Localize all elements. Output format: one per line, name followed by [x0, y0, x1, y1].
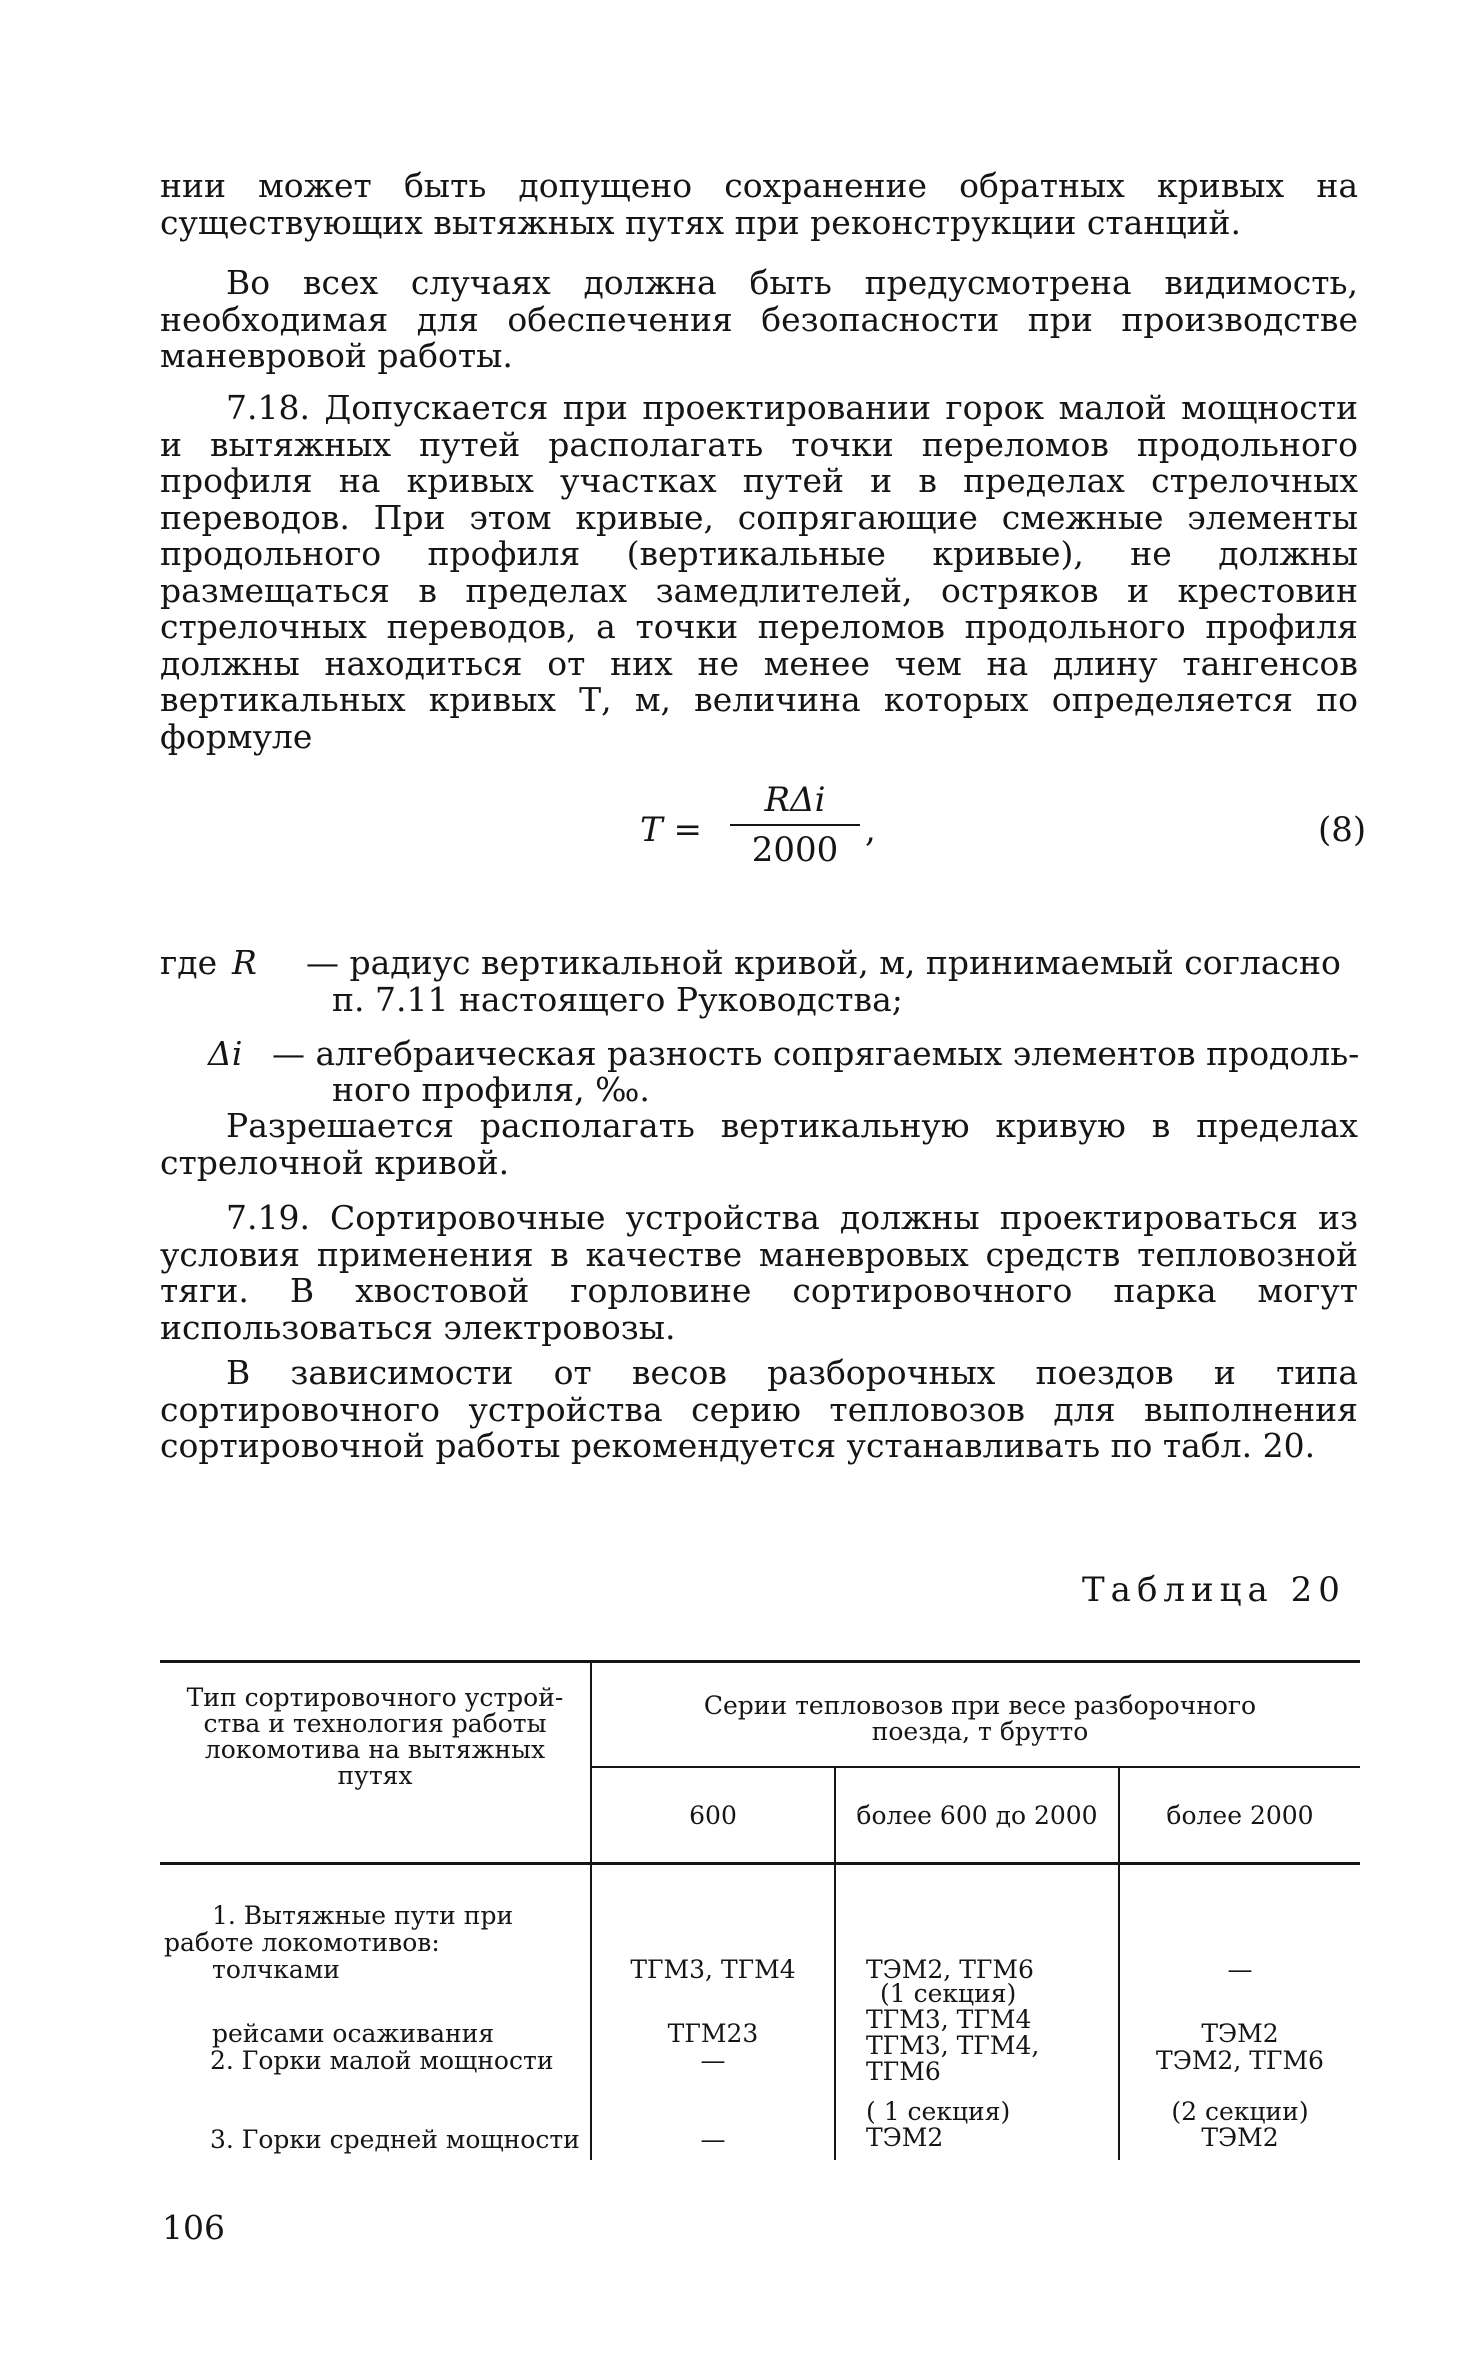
formula-comma: ,	[865, 810, 876, 850]
paragraph-allowed: Разрешается располагать вертикальную кривую в пределах стрелочной кривой.	[160, 1106, 1358, 1182]
row-label-settling: рейсами осаживания	[212, 2019, 495, 2048]
cell-mid-line7: ТЭМ2	[866, 2123, 944, 2152]
formula-lhs: T =	[640, 810, 702, 850]
cell-mid-line6: ( 1 секция)	[866, 2097, 1011, 2126]
cell-600-low-hump: —	[700, 2046, 726, 2075]
page-number: 106	[162, 2208, 225, 2247]
cell-over2000-medium-hump: ТЭМ2	[1201, 2123, 1279, 2152]
header-over-2000: более 2000	[1166, 1801, 1314, 1830]
row-label-1a: 1. Вытяжные пути при	[212, 1901, 514, 1930]
fraction-bar	[730, 824, 860, 826]
where-def-di: — алгебраическая разность сопрягаемых элементов продоль-	[272, 1034, 1360, 1073]
where-symbol-r: R	[232, 943, 257, 982]
paragraph-continuation: нии может быть допущено сохранение обратных кривых на существующих вытяжных путях при реконструкции станций.	[160, 166, 1358, 242]
header-600: 600	[689, 1801, 737, 1830]
header-type-line2: ства и технология работы	[203, 1709, 547, 1738]
cell-600-medium-hump: —	[700, 2125, 726, 2154]
where-lead: где	[160, 943, 218, 982]
paragraph-7-19: 7.19. Сортировочные устройства должны проектироваться из условия применения в качестве маневровых средств тепловозной тяги. В хвостовой горловине сортировочного парка могут использоваться электровозы.	[160, 1198, 1358, 1347]
cell-600-settling: ТГМ23	[667, 2019, 759, 2048]
header-type-line3: локомотива на вытяжных	[204, 1735, 546, 1764]
cell-mid-line1: ТЭМ2, ТГМ6	[866, 1955, 1034, 1984]
equation-number: (8)	[1318, 810, 1367, 850]
cell-over2000-sections: (2 секции)	[1171, 2097, 1309, 2126]
paragraph-depending: В зависимости от весов разборочных поездов и типа сортировочного устройства серию тепловозов для выполнения сортировочной работы рекомендуется устанавливать по табл. 20.	[160, 1353, 1358, 1465]
table-caption: Таблица 20	[1082, 1570, 1346, 1610]
paragraph-7-18: 7.18. Допускается при проектировании горок малой мощности и вытяжных путей располагать точки переломов продольного профиля на кривых участках путей и в пределах стрелочных переводов. При этом кривые, сопрягающие смежные элементы продольного профиля (вертикальные кривые), не должны размещаться в пределах замедлителей, остряков и крестовин стрелочных переводов, а точки переломов продольного профиля должны находиться от них не менее чем на длину тангенсов вертикальных кривых Т, м, величина которых определяется по формуле	[160, 388, 1358, 756]
cell-600-jolts: ТГМ3, ТГМ4	[630, 1955, 796, 1984]
header-group-line2: поезда, т брутто	[871, 1717, 1089, 1746]
cell-mid-line2: (1 секция)	[880, 1979, 1017, 2008]
header-type-line4: путях	[337, 1761, 413, 1790]
formula-fraction	[730, 780, 860, 870]
table-header-rule	[160, 1862, 1360, 1865]
formula-numerator: RΔi	[764, 780, 826, 820]
where-def-di-cont: ного профиля, ‰.	[332, 1070, 650, 1109]
paragraph-visibility: Во всех случаях должна быть предусмотрена видимость, необходимая для обеспечения безопасности при производстве маневровой работы.	[160, 263, 1358, 375]
row-label-jolts: толчками	[212, 1955, 340, 1984]
where-symbol-di: Δi	[208, 1034, 243, 1073]
row-label-low-hump: 2. Горки малой мощности	[210, 2046, 554, 2075]
locomotive-table	[160, 1660, 1360, 2160]
cell-mid-line3: ТГМ3, ТГМ4	[866, 2005, 1032, 2034]
header-600-2000: более 600 до 2000	[856, 1801, 1098, 1830]
where-def-r: — радиус вертикальной кривой, м, принимаемый согласно	[306, 943, 1341, 982]
cell-mid-line4: ТГМ3, ТГМ4,	[866, 2031, 1040, 2060]
cell-over2000-jolts: —	[1227, 1955, 1253, 1984]
row-label-medium-hump: 3. Горки средней мощности	[210, 2125, 580, 2154]
formula-denominator: 2000	[751, 830, 839, 870]
cell-over2000-low-hump: ТЭМ2, ТГМ6	[1156, 2046, 1324, 2075]
header-group-line1: Серии тепловозов при весе разборочного	[703, 1691, 1257, 1720]
table-top-rule	[160, 1660, 1360, 1663]
table-group-rule	[590, 1766, 1360, 1768]
table-col-divider-1	[590, 1660, 592, 2160]
row-label-1b: работе локомотивов:	[164, 1928, 440, 1957]
cell-mid-line5: ТГМ6	[866, 2057, 941, 2086]
header-type-line1: Тип сортировочного устрой-	[186, 1683, 564, 1712]
cell-over2000-settling: ТЭМ2	[1201, 2019, 1279, 2048]
where-def-r-cont: п. 7.11 настоящего Руководства;	[332, 980, 903, 1019]
